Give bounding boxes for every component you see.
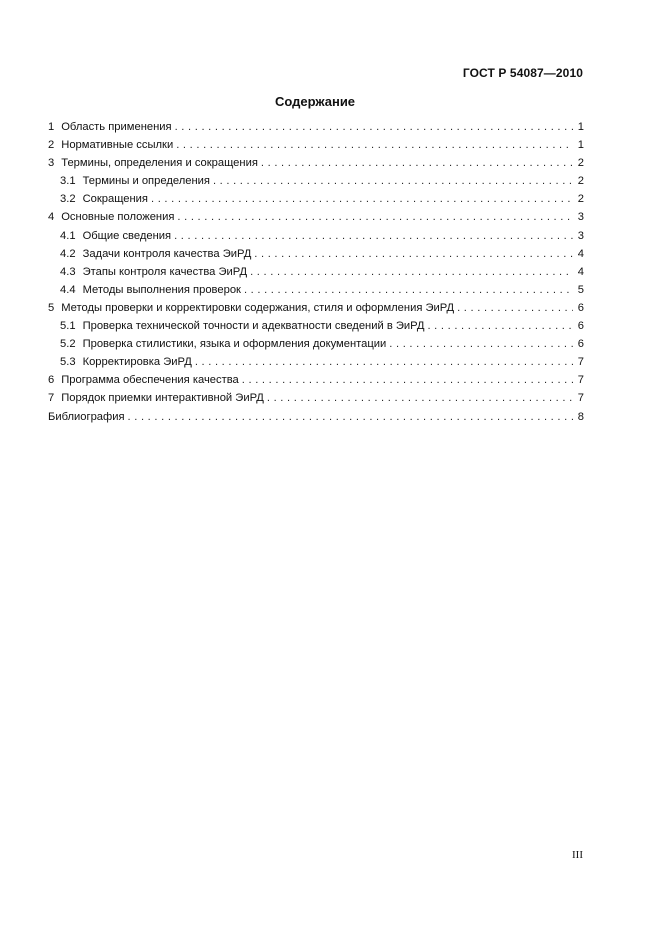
dot-leader [457,299,573,317]
toc-entry-page: 4 [577,247,584,260]
toc-entry-label: Нормативные ссылки [61,139,174,152]
toc-entry-page: 6 [577,320,584,333]
document-code: ГОСТ Р 54087—2010 [462,66,583,80]
page-number: III [572,849,583,861]
toc-entry-label: Библиография [48,410,125,423]
toc-entry-page: 7 [577,374,584,387]
toc-entry-page: 6 [577,301,584,314]
toc-entry-number: 4.1 [60,229,76,242]
toc-entry-page: 3 [577,229,584,242]
toc-entry[interactable] [48,245,584,263]
toc-entry-label: Порядок приемки интерактивной ЭиРД [61,392,264,405]
toc-entry-number: 4 [48,211,55,224]
toc-entry[interactable] [48,172,584,190]
dot-leader [254,245,573,263]
toc-entry-label: Методы выполнения проверок [82,283,241,296]
dot-leader [213,172,573,190]
toc-entry-label: Проверка технической точности и адекватности сведений в ЭиРД [82,320,425,333]
toc-entry-page: 2 [577,193,584,206]
toc-entry-number: 3.2 [60,193,76,206]
toc-entry-number: 5.3 [60,356,76,369]
toc-entry-page: 2 [577,175,584,188]
toc-entry-page: 1 [577,121,584,133]
toc-entry-number: 1 [48,121,55,133]
dot-leader [174,227,573,245]
toc-entry-page: 8 [577,410,584,423]
toc-entry-page: 5 [577,283,584,296]
toc-entry[interactable] [48,371,584,389]
dot-leader [267,389,573,407]
toc-entry-label: Программа обеспечения качества [61,374,239,387]
toc-entry-number: 3 [48,157,55,170]
dot-leader [151,190,573,208]
toc-entry[interactable] [48,118,584,136]
toc-entry-page: 1 [577,139,584,152]
dot-leader [389,335,573,353]
dot-leader [175,118,573,136]
dot-leader [176,136,573,154]
dot-leader [177,208,573,226]
toc-entry-number: 2 [48,139,55,152]
toc-entry[interactable] [48,299,584,317]
toc-title: Содержание [274,94,356,109]
toc-entry[interactable] [48,263,584,281]
toc-entry-number: 5.2 [60,338,76,351]
toc-entry-label: Область применения [61,121,172,133]
toc-entry-page: 7 [577,392,584,405]
table-of-contents [48,118,584,426]
toc-entry-number: 4.2 [60,247,76,260]
dot-leader [427,317,573,335]
toc-entry-page: 2 [577,157,584,170]
toc-entry-number: 6 [48,374,55,387]
toc-entry-number: 5.1 [60,320,76,333]
toc-entry-label: Корректировка ЭиРД [82,356,192,369]
toc-entry-page: 4 [577,265,584,278]
toc-entry-number: 4.4 [60,283,76,296]
dot-leader [128,408,573,426]
toc-entry[interactable] [48,136,584,154]
toc-entry-label: Методы проверки и корректировки содержания, стиля и оформления ЭиРД [61,301,455,314]
toc-entry-label: Сокращения [82,193,148,206]
toc-entry[interactable] [48,353,584,371]
toc-entry-page: 3 [577,211,584,224]
toc-entry[interactable] [48,389,584,407]
toc-entry-label: Общие сведения [82,229,172,242]
dot-leader [195,353,573,371]
dot-leader [261,154,573,172]
toc-entry[interactable] [48,208,584,226]
toc-entry-label: Термины и определения [82,175,210,188]
toc-entry[interactable] [48,317,584,335]
toc-entry-page: 6 [577,338,584,351]
dot-leader [250,263,573,281]
toc-entry-label: Этапы контроля качества ЭиРД [82,265,248,278]
toc-entry-number: 7 [48,392,55,405]
toc-entry[interactable] [48,408,584,426]
toc-entry[interactable] [48,227,584,245]
toc-entry[interactable] [48,190,584,208]
toc-entry-label: Основные положения [61,211,175,224]
toc-entry[interactable] [48,154,584,172]
toc-entry-page: 7 [577,356,584,369]
toc-entry-number: 3.1 [60,175,76,188]
dot-leader [242,371,573,389]
dot-leader [244,281,573,299]
toc-entry-label: Проверка стилистики, языка и оформления документации [82,338,387,351]
toc-entry-label: Термины, определения и сокращения [61,157,258,170]
toc-entry-number: 4.3 [60,265,76,278]
toc-entry[interactable] [48,335,584,353]
toc-entry-number: 5 [48,301,55,314]
toc-entry-label: Задачи контроля качества ЭиРД [82,247,252,260]
toc-entry[interactable] [48,281,584,299]
